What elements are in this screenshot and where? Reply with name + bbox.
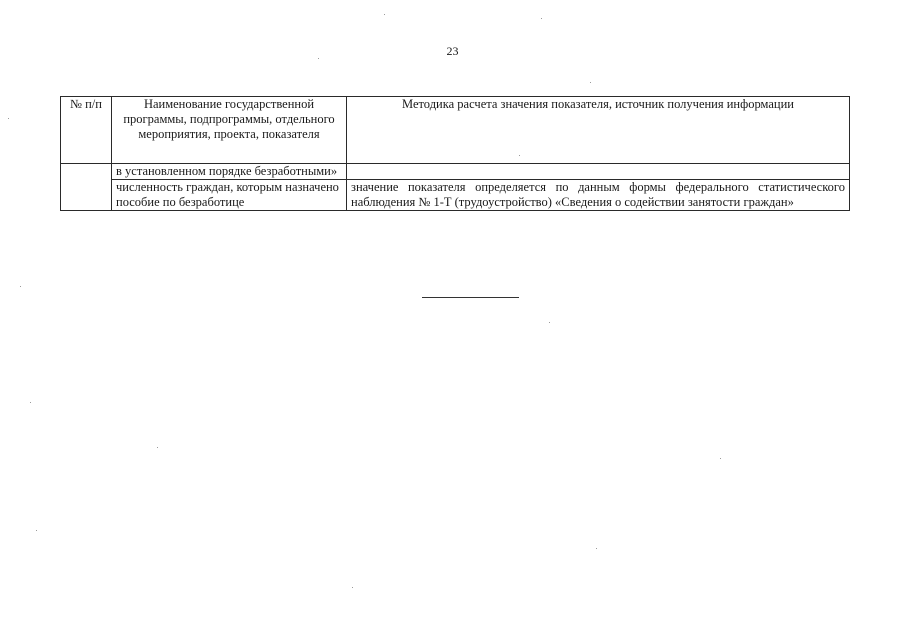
cell-method — [347, 164, 850, 180]
cell-name: в установленном порядке безработными» — [112, 164, 347, 180]
scan-speck — [519, 155, 520, 156]
scan-speck — [20, 286, 21, 287]
scan-speck — [596, 548, 597, 549]
cell-method: значение показателя определяется по данным формы федерального статистического наблюдения № 1-Т (трудоустройство) «Сведения о содействии занятости граждан» — [347, 180, 850, 211]
scan-speck — [720, 458, 721, 459]
cell-number — [61, 164, 112, 211]
table-row — [61, 164, 850, 180]
table-row — [61, 180, 850, 211]
table-header-row — [61, 97, 850, 164]
scan-speck — [384, 14, 385, 15]
cell-name: численность граждан, которым назначено пособие по безработице — [112, 180, 347, 211]
indicator-table — [60, 96, 850, 211]
scan-speck — [318, 58, 319, 59]
scan-speck — [352, 587, 353, 588]
page-number: 23 — [446, 44, 459, 58]
header-method: Методика расчета значения показателя, источник получения информации — [347, 97, 850, 164]
header-name: Наименование государственной программы, подпрограммы, отдельного мероприятия, проекта, показателя — [112, 97, 347, 164]
scan-speck — [157, 447, 158, 448]
scan-speck — [8, 118, 9, 119]
scan-speck — [36, 530, 37, 531]
scan-speck — [541, 18, 542, 19]
scan-speck — [30, 402, 31, 403]
scan-speck — [590, 82, 591, 83]
scan-speck — [549, 322, 550, 323]
end-divider-line — [422, 297, 519, 298]
header-number: № п/п — [61, 97, 112, 164]
